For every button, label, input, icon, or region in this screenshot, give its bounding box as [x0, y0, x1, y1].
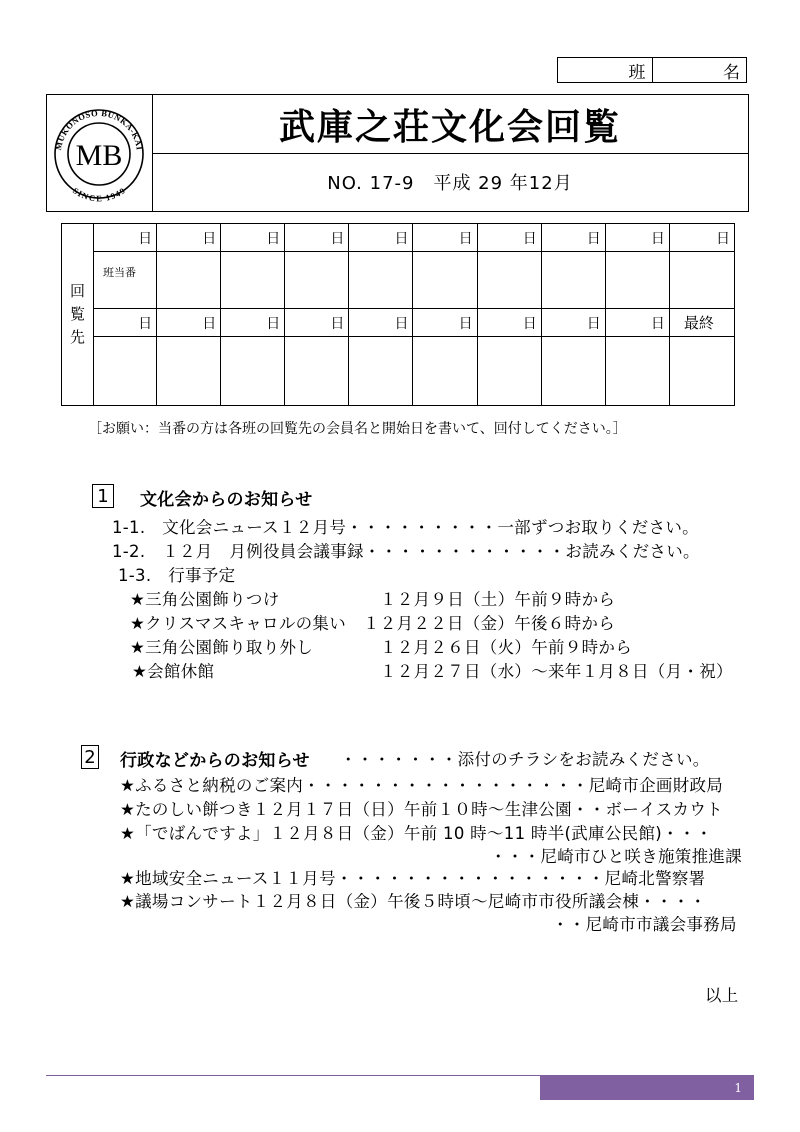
event-when: １２月２７日（水）～来年１月８日（月・祝） — [380, 662, 733, 681]
event-name: ★三角公園飾りつけ — [130, 590, 280, 609]
name-cell — [670, 252, 734, 309]
circ-label-char: 先 — [69, 328, 85, 346]
name-cell — [285, 252, 349, 309]
day-cell: 日 — [606, 224, 670, 252]
section2-number: 2 — [81, 745, 99, 769]
day-cell: 日 — [157, 224, 221, 252]
name-cell — [157, 252, 221, 309]
name-cell — [413, 337, 477, 405]
name-cell — [157, 337, 221, 405]
event-when: １２月２６日（火）午前９時から — [380, 638, 632, 657]
notice-line: ★たのしい餅つき１２月１７日（日）午前１０時～生津公園・・ボーイスカウト — [120, 800, 723, 819]
name-cell — [478, 337, 542, 405]
logo-ring-bottom: SINCE 1949 — [70, 185, 128, 204]
notice-line: ★「でばんですよ」１２月８日（金）午前 10 時～11 時半(武庫公民館)・・・ — [120, 824, 713, 843]
duty-label: 班当番 — [103, 266, 136, 279]
name-cell — [285, 337, 349, 405]
name-cell — [221, 252, 285, 309]
day-cell: 日 — [349, 309, 413, 337]
group-label: 班 — [558, 58, 653, 82]
circulation-label — [62, 224, 94, 405]
section1-item: 1-1. 文化会ニュース１２月号・・・・・・・・・一部ずつお取りください。 — [112, 518, 699, 537]
newsletter-header — [46, 94, 749, 212]
day-cell: 日 — [93, 224, 157, 252]
logo-ring-top: MUKONOSO BUNKA-KAI — [53, 107, 145, 151]
closing-text: 以上 — [705, 986, 739, 1005]
name-cell — [542, 252, 606, 309]
section1-item: 1-2. １２月 月例役員会議事録・・・・・・・・・・・・お読みください。 — [112, 542, 700, 561]
section1-heading: 文化会からのお知らせ — [140, 490, 313, 510]
newsletter-title: 武庫之荘文化会回覧 — [152, 95, 748, 154]
name-cell — [478, 252, 542, 309]
notice-line: ・・尼崎市市議会事務局 — [552, 915, 737, 934]
name-label: 名 — [723, 62, 740, 83]
name-cell — [606, 337, 670, 405]
issue-number: NO. 17-9 平成 29 年12月 — [327, 173, 573, 194]
name-cell — [349, 337, 413, 405]
name-cell — [413, 252, 477, 309]
section1-item: 1-3. 行事予定 — [118, 566, 236, 585]
circulation-table — [61, 223, 735, 406]
name-cell — [93, 337, 157, 405]
day-cell: 日 — [285, 309, 349, 337]
name-cell — [542, 337, 606, 405]
page-number: 1 — [734, 1081, 742, 1095]
event-name: ★会館休館 — [132, 662, 215, 681]
section1-number: 1 — [92, 484, 114, 508]
notice-line: ★議場コンサート１２月８日（金）午後５時頃～尼崎市市役所議会棟・・・・ — [120, 892, 707, 911]
day-cell: 日 — [606, 309, 670, 337]
day-cell: 日 — [542, 224, 606, 252]
day-cell: 日 — [413, 224, 477, 252]
svg-text:SINCE 1949 — [71, 185, 127, 203]
notice-line: ・・・尼崎市ひと咲き施策推進課 — [490, 847, 742, 866]
circ-label-char: 回 — [69, 282, 85, 300]
name-cell — [606, 252, 670, 309]
day-cell: 日 — [413, 309, 477, 337]
final-cell: 最終 — [670, 309, 734, 337]
notice-line: ★地域安全ニュース１１月号・・・・・・・・・・・・・・・・尼崎北警察署 — [120, 869, 706, 888]
circ-label-char: 覧 — [69, 305, 85, 323]
logo-initials: MB — [75, 139, 123, 172]
day-cell: 日 — [478, 309, 542, 337]
day-cell: 日 — [285, 224, 349, 252]
day-cell: 日 — [670, 224, 734, 252]
name-cell — [349, 252, 413, 309]
name-cell — [221, 337, 285, 405]
duty-cell — [93, 252, 157, 309]
day-cell: 日 — [542, 309, 606, 337]
event-name: ★クリスマスキャロルの集い — [130, 614, 347, 633]
day-cell: 日 — [157, 309, 221, 337]
event-name: ★三角公園飾り取り外し — [130, 638, 314, 657]
logo-cell — [47, 95, 153, 211]
circulation-grid — [93, 224, 734, 405]
notice-line: ★ふるさと納税のご案内・・・・・・・・・・・・・・・・・尼崎市企画財政局 — [120, 776, 724, 795]
event-when: １２月９日（土）午前９時から — [380, 590, 616, 609]
day-cell: 日 — [221, 309, 285, 337]
section2-heading: 行政などからのお知らせ — [120, 751, 310, 771]
footer-bar — [540, 1076, 754, 1100]
request-note: ［お願い：当番の方は各班の回覧先の会員名と開始日を書いて、回付してください。］ — [88, 421, 627, 437]
name-cell — [670, 337, 734, 405]
mb-logo — [47, 95, 152, 213]
day-cell: 日 — [221, 224, 285, 252]
day-cell: 日 — [93, 309, 157, 337]
section2-heading-tail: ・・・・・・・添付のチラシをお読みください。 — [340, 750, 710, 769]
event-when: １２月２２日（金）午後６時から — [363, 614, 615, 633]
group-name-box — [557, 57, 747, 83]
day-cell: 日 — [349, 224, 413, 252]
day-cell: 日 — [478, 224, 542, 252]
